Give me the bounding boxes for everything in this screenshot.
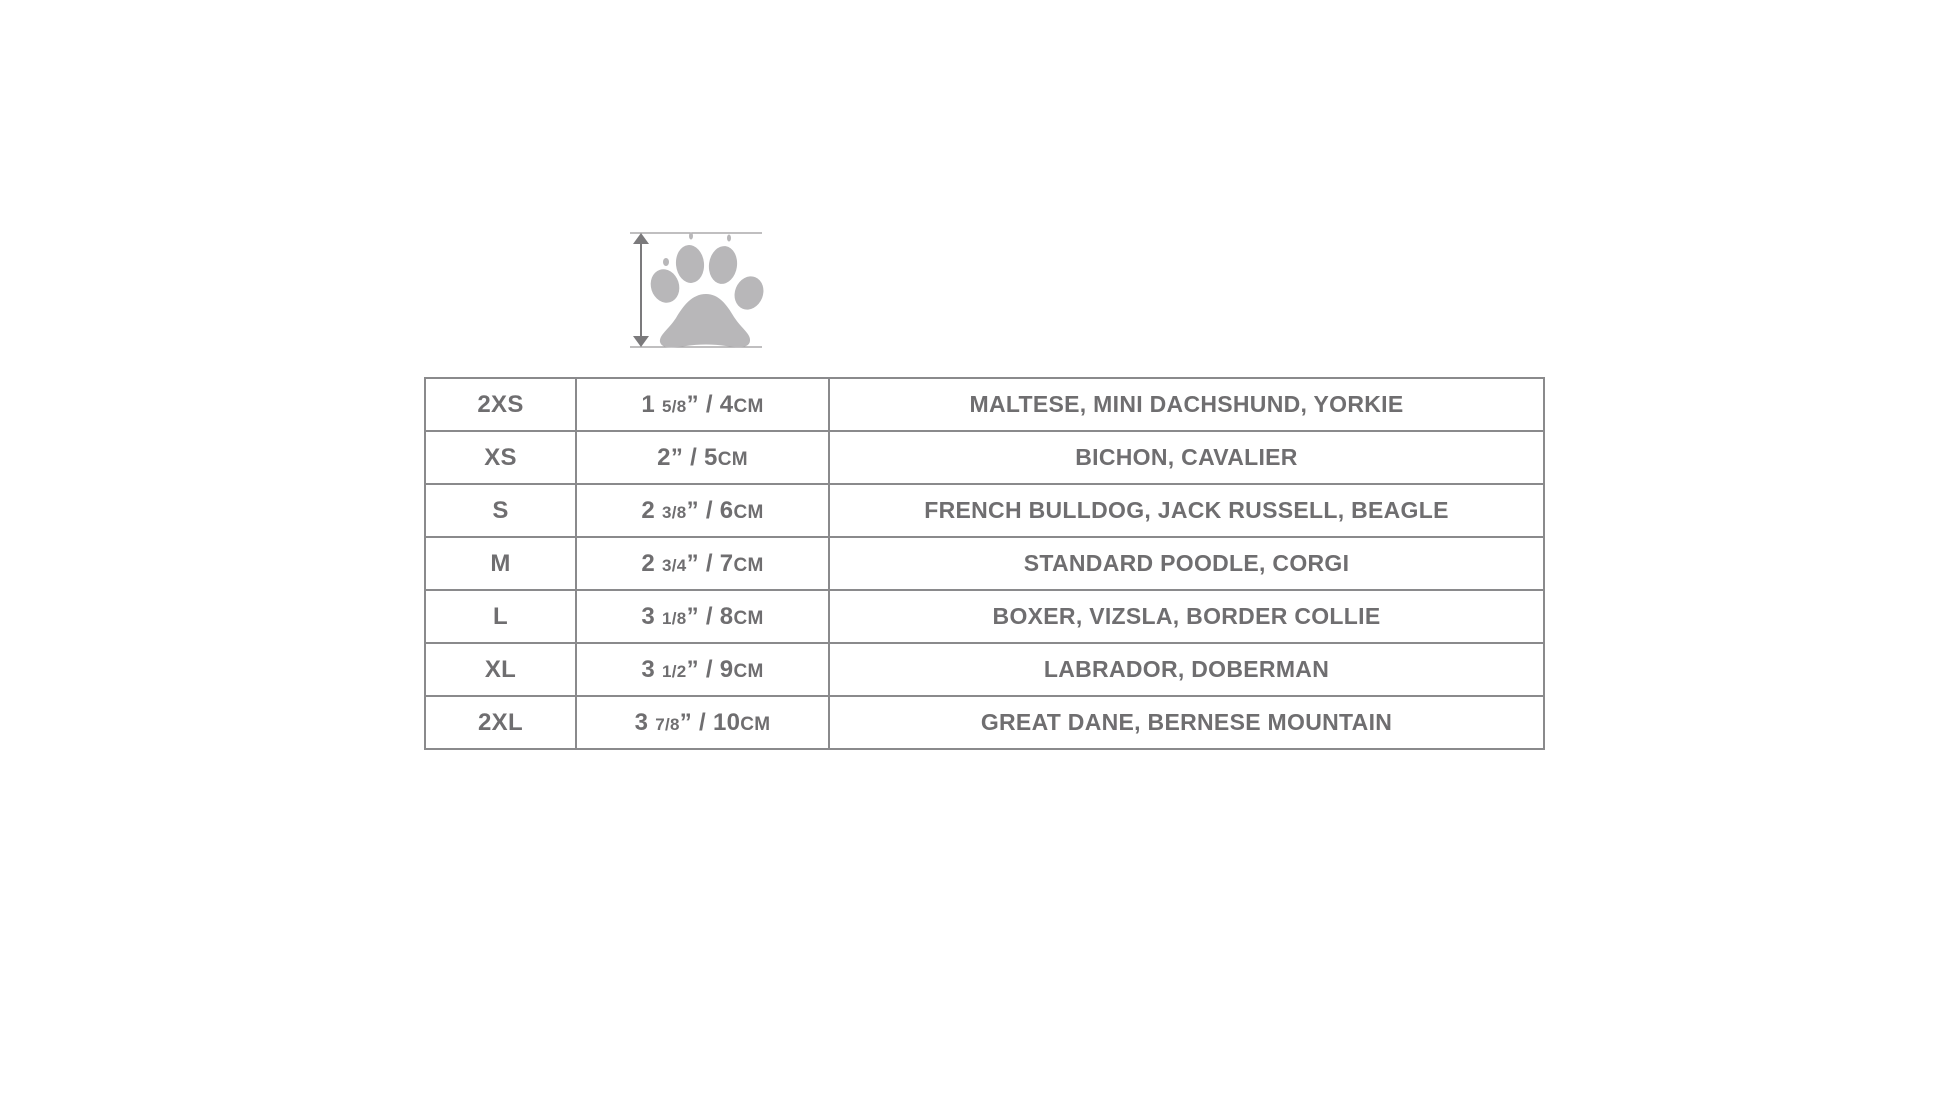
double-arrow-icon xyxy=(633,233,649,347)
inch-mark: ” xyxy=(686,549,699,577)
size-cell: 2XL xyxy=(425,696,576,749)
width-metric-unit: CM xyxy=(733,607,764,629)
width-whole-inches: 2 xyxy=(657,443,671,471)
paw-width-cell xyxy=(576,537,829,590)
paw-width-cell xyxy=(576,431,829,484)
width-fraction-inches: 5/8 xyxy=(662,396,687,416)
width-whole-inches: 1 xyxy=(641,390,656,418)
size-cell: L xyxy=(425,590,576,643)
width-whole-inches: 3 xyxy=(641,602,656,630)
width-fraction-inches: 3/4 xyxy=(662,555,687,575)
width-metric-value: / 10 xyxy=(692,708,741,736)
inch-mark: ” xyxy=(686,496,699,524)
width-metric-value: / 8 xyxy=(698,602,734,630)
width-fraction-inches: 1/2 xyxy=(662,661,687,681)
paw-width-cell xyxy=(576,643,829,696)
paw-print-icon xyxy=(628,228,768,352)
width-metric-value: / 9 xyxy=(698,655,734,683)
size-cell: M xyxy=(425,537,576,590)
inch-mark: ” xyxy=(686,602,699,630)
size-chart-table xyxy=(424,377,1545,750)
width-fraction-inches: 1/8 xyxy=(662,608,687,628)
breeds-cell: GREAT DANE, BERNESE MOUNTAIN xyxy=(829,696,1544,749)
width-metric-value: / 4 xyxy=(698,390,734,418)
breeds-cell: STANDARD POODLE, CORGI xyxy=(829,537,1544,590)
breeds-cell: BICHON, CAVALIER xyxy=(829,431,1544,484)
table-row xyxy=(425,484,1544,537)
inch-mark: ” xyxy=(686,390,699,418)
table-row xyxy=(425,696,1544,749)
width-metric-unit: CM xyxy=(740,713,771,735)
table-row xyxy=(425,537,1544,590)
paw-width-cell xyxy=(576,378,829,431)
width-metric-unit: CM xyxy=(733,660,764,682)
width-metric-value: / 7 xyxy=(698,549,734,577)
width-metric-unit: CM xyxy=(717,448,748,470)
breeds-cell: FRENCH BULLDOG, JACK RUSSELL, BEAGLE xyxy=(829,484,1544,537)
paw-width-cell xyxy=(576,696,829,749)
width-whole-inches: 2 xyxy=(641,549,656,577)
width-fraction-inches: 3/8 xyxy=(662,502,687,522)
width-whole-inches: 2 xyxy=(641,496,656,524)
width-fraction-inches: 7/8 xyxy=(655,714,680,734)
inch-mark: ” xyxy=(686,655,699,683)
width-metric-unit: CM xyxy=(733,554,764,576)
breeds-cell: MALTESE, MINI DACHSHUND, YORKIE xyxy=(829,378,1544,431)
size-cell: XL xyxy=(425,643,576,696)
paw-width-cell xyxy=(576,590,829,643)
inch-mark: ” xyxy=(670,443,684,471)
paw-width-cell xyxy=(576,484,829,537)
size-cell: XS xyxy=(425,431,576,484)
table-row xyxy=(425,643,1544,696)
paw-shape xyxy=(646,233,768,348)
size-cell: 2XS xyxy=(425,378,576,431)
width-metric-unit: CM xyxy=(733,395,764,417)
width-metric-value: / 5 xyxy=(683,443,718,471)
width-whole-inches: 3 xyxy=(634,708,649,736)
table-row xyxy=(425,431,1544,484)
table-row xyxy=(425,590,1544,643)
inch-mark: ” xyxy=(679,708,693,736)
table-row xyxy=(425,378,1544,431)
breeds-cell: LABRADOR, DOBERMAN xyxy=(829,643,1544,696)
paw-measure-figure xyxy=(628,228,768,352)
breeds-cell: BOXER, VIZSLA, BORDER COLLIE xyxy=(829,590,1544,643)
width-metric-value: / 6 xyxy=(698,496,734,524)
width-metric-unit: CM xyxy=(733,501,764,523)
width-whole-inches: 3 xyxy=(641,655,656,683)
size-cell: S xyxy=(425,484,576,537)
